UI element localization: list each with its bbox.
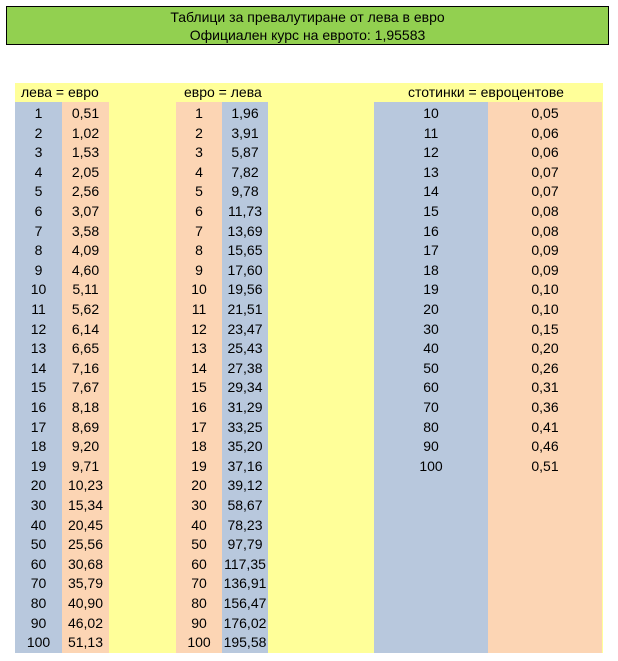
table-cell: 4,09 bbox=[71, 242, 100, 259]
table-cell: 2 bbox=[195, 124, 203, 141]
table-cell: 0,06 bbox=[531, 124, 559, 141]
table-cell: 8,18 bbox=[71, 399, 100, 415]
table-cell: 7 bbox=[195, 222, 203, 239]
table-cell: 100 bbox=[419, 457, 443, 474]
table-cell: 13,69 bbox=[227, 222, 263, 239]
table-cell: 70 bbox=[191, 575, 207, 592]
table-cell: 30,68 bbox=[67, 555, 104, 572]
table-cell: 90 bbox=[191, 614, 207, 631]
table-cell: 58,67 bbox=[227, 497, 263, 513]
table-cell: 60 bbox=[30, 555, 47, 572]
table-cell: 11 bbox=[191, 301, 207, 317]
table-cell: 20,45 bbox=[67, 516, 104, 533]
table-cell: 90 bbox=[30, 614, 47, 631]
table-cell: 0,07 bbox=[531, 183, 559, 200]
table-cell: 30 bbox=[30, 497, 47, 513]
table-cell: 40 bbox=[191, 516, 207, 533]
table-cell: 39,12 bbox=[227, 477, 263, 494]
table-cell: 15,34 bbox=[67, 497, 104, 513]
table-cell: 0,41 bbox=[531, 418, 559, 435]
table-cell: 0,08 bbox=[531, 203, 559, 219]
table-cell: 20 bbox=[423, 301, 439, 317]
table-cell: 51,13 bbox=[67, 634, 104, 651]
table-cell: 14 bbox=[191, 359, 207, 376]
table-cell: 23,47 bbox=[227, 320, 263, 337]
table-cell: 0,10 bbox=[531, 281, 559, 298]
table-cell: 117,35 bbox=[224, 555, 266, 572]
table-cell: 7,82 bbox=[231, 163, 259, 180]
table-cell: 11,73 bbox=[228, 203, 262, 219]
table-cell: 50 bbox=[30, 536, 47, 553]
table-cell: 4 bbox=[195, 163, 203, 180]
table-cell: 12 bbox=[191, 320, 207, 337]
table-cell: 16 bbox=[191, 399, 207, 415]
table-cell: 40 bbox=[423, 340, 439, 357]
table-cell: 19 bbox=[191, 457, 207, 474]
table-cell: 0,06 bbox=[531, 144, 559, 161]
table-cell: 2,56 bbox=[71, 183, 100, 200]
table-cell: 2 bbox=[34, 124, 43, 141]
table-cell: 3,58 bbox=[71, 222, 100, 239]
table-cell: 18 bbox=[191, 438, 207, 455]
table-cell: 15 bbox=[423, 203, 439, 219]
table-cell: 2,05 bbox=[71, 163, 100, 180]
table-cell: 136,91 bbox=[223, 575, 267, 592]
table-cell: 17 bbox=[423, 242, 439, 259]
table-cell: 20 bbox=[30, 477, 47, 494]
table-cell: 1,02 bbox=[71, 124, 100, 141]
table-cell: 7,67 bbox=[71, 379, 100, 396]
table-cell: 33,25 bbox=[227, 418, 263, 435]
table-cell: 0,51 bbox=[71, 105, 100, 121]
table-cell: 37,16 bbox=[227, 457, 263, 474]
table-cell: 80 bbox=[423, 418, 439, 435]
table-cell: 8 bbox=[34, 242, 43, 259]
table-cell: 60 bbox=[423, 379, 439, 396]
table-cell: 60 bbox=[191, 555, 207, 572]
table-cell: 9,78 bbox=[231, 183, 259, 200]
table-cell: 10,23 bbox=[67, 477, 104, 494]
table-cell: 9 bbox=[195, 261, 203, 278]
table-stotinki-header: стотинки = евроцентове bbox=[408, 84, 564, 100]
table-cell: 5,87 bbox=[231, 144, 259, 161]
table-cell: 0,09 bbox=[531, 242, 559, 259]
table-cell: 3 bbox=[195, 144, 203, 161]
table-cell: 12 bbox=[423, 144, 439, 161]
table-cell: 50 bbox=[423, 359, 439, 376]
table-cell: 30 bbox=[423, 320, 439, 337]
title-line-2: Официален курс на еврото: 1,95583 bbox=[189, 27, 426, 43]
table-cell: 156,47 bbox=[223, 595, 267, 611]
table-cell: 1 bbox=[34, 105, 43, 121]
table-cell: 100 bbox=[187, 634, 211, 651]
table-cell: 7 bbox=[34, 222, 43, 239]
table-cell: 46,02 bbox=[67, 614, 104, 631]
table-cell: 5 bbox=[34, 183, 43, 200]
table-cell: 14 bbox=[30, 359, 47, 376]
table-cell: 10 bbox=[423, 105, 439, 121]
table-cell: 35,79 bbox=[67, 575, 104, 592]
table-cell: 100 bbox=[26, 634, 51, 651]
table-cell: 25,43 bbox=[227, 340, 263, 357]
table-cell: 19,56 bbox=[227, 281, 263, 298]
table-cell: 4,60 bbox=[71, 261, 100, 278]
table-lev-to-eur bbox=[15, 83, 115, 653]
table-cell: 12 bbox=[30, 320, 47, 337]
table-cell: 18 bbox=[30, 438, 47, 455]
table-cell: 27,38 bbox=[227, 359, 263, 376]
table-cell: 97,79 bbox=[227, 536, 263, 553]
table-cell: 90 bbox=[423, 438, 439, 455]
table-cell: 15 bbox=[191, 379, 207, 396]
table-cell: 9,71 bbox=[71, 457, 100, 474]
table-cell: 11 bbox=[423, 124, 439, 141]
table-cell: 6,65 bbox=[71, 340, 100, 357]
table-cell: 3 bbox=[34, 144, 43, 161]
table-cell: 19 bbox=[423, 281, 439, 298]
table-cell: 80 bbox=[30, 595, 47, 611]
table-cell: 0,08 bbox=[531, 222, 559, 239]
table-cell: 3,91 bbox=[231, 124, 259, 141]
table-cell: 0,36 bbox=[531, 399, 559, 415]
table-cell: 17 bbox=[191, 418, 207, 435]
table-cell: 40,90 bbox=[67, 595, 104, 611]
table-cell: 17,60 bbox=[227, 261, 263, 278]
table-cell: 13 bbox=[191, 340, 207, 357]
table-cell: 25,56 bbox=[67, 536, 104, 553]
table-cell: 8,69 bbox=[71, 418, 100, 435]
table-lev-to-eur-header: лева = евро bbox=[21, 84, 99, 100]
table-cell: 14 bbox=[423, 183, 439, 200]
table-cell: 70 bbox=[423, 399, 439, 415]
table-cell: 17 bbox=[30, 418, 47, 435]
table-cell: 0,10 bbox=[531, 301, 559, 317]
table-cell: 31,29 bbox=[227, 399, 263, 415]
table-cell: 78,23 bbox=[227, 516, 263, 533]
table-cell: 20 bbox=[191, 477, 207, 494]
table-cell: 7,16 bbox=[71, 359, 100, 376]
table-cell: 0,20 bbox=[531, 340, 559, 357]
table-cell: 1,96 bbox=[231, 105, 259, 121]
table-cell: 176,02 bbox=[223, 614, 267, 631]
table-cell: 0,26 bbox=[531, 359, 559, 376]
table-cell: 16 bbox=[423, 222, 439, 239]
table-cell: 16 bbox=[30, 399, 47, 415]
table-cell: 1 bbox=[195, 105, 203, 121]
table-cell: 21,51 bbox=[227, 301, 263, 317]
table-cell: 0,46 bbox=[531, 438, 559, 455]
table-cell: 50 bbox=[191, 536, 207, 553]
table-cell: 0,09 bbox=[531, 261, 559, 278]
table-cell: 40 bbox=[30, 516, 47, 533]
table-cell: 11 bbox=[31, 301, 46, 317]
table-cell: 19 bbox=[30, 457, 47, 474]
table-cell: 3,07 bbox=[71, 203, 100, 219]
table-cell: 0,51 bbox=[531, 457, 559, 474]
table-cell: 0,07 bbox=[531, 163, 559, 180]
table-cell: 10 bbox=[30, 281, 47, 298]
table-cell: 0,31 bbox=[531, 379, 559, 396]
table-cell: 5,62 bbox=[71, 301, 100, 317]
table-eur-to-lev bbox=[176, 83, 286, 653]
table-cell: 15 bbox=[30, 379, 47, 396]
table-cell: 6 bbox=[195, 203, 203, 219]
table-cell: 13 bbox=[423, 163, 439, 180]
table-cell: 29,34 bbox=[227, 379, 263, 396]
table-cell: 30 bbox=[191, 497, 207, 513]
table-cell: 1,53 bbox=[71, 144, 100, 161]
table-cell: 18 bbox=[423, 261, 439, 278]
conversion-sheet bbox=[15, 83, 603, 653]
table-cell: 5 bbox=[195, 183, 203, 200]
title-banner bbox=[6, 6, 609, 45]
table-stotinki-to-eurocents bbox=[374, 83, 603, 653]
table-cell: 8 bbox=[195, 242, 203, 259]
table-cell: 6 bbox=[34, 203, 43, 219]
table-cell: 195,58 bbox=[223, 634, 267, 651]
table-cell: 0,15 bbox=[531, 320, 559, 337]
table-cell: 10 bbox=[191, 281, 207, 298]
table-cell: 13 bbox=[30, 340, 47, 357]
table-cell: 35,20 bbox=[227, 438, 263, 455]
table-cell: 6,14 bbox=[71, 320, 100, 337]
table-cell: 9,20 bbox=[71, 438, 100, 455]
title-line-1: Таблици за превалутиране от лева в евро bbox=[170, 9, 445, 25]
table-cell: 70 bbox=[30, 575, 47, 592]
table-cell: 4 bbox=[34, 163, 43, 180]
table-cell: 15,65 bbox=[227, 242, 263, 259]
table-cell: 5,11 bbox=[72, 281, 99, 298]
table-cell: 9 bbox=[34, 261, 43, 278]
table-cell: 80 bbox=[191, 595, 207, 611]
table-cell: 0,05 bbox=[531, 105, 559, 121]
table-eur-to-lev-header: евро = лева bbox=[184, 84, 262, 100]
